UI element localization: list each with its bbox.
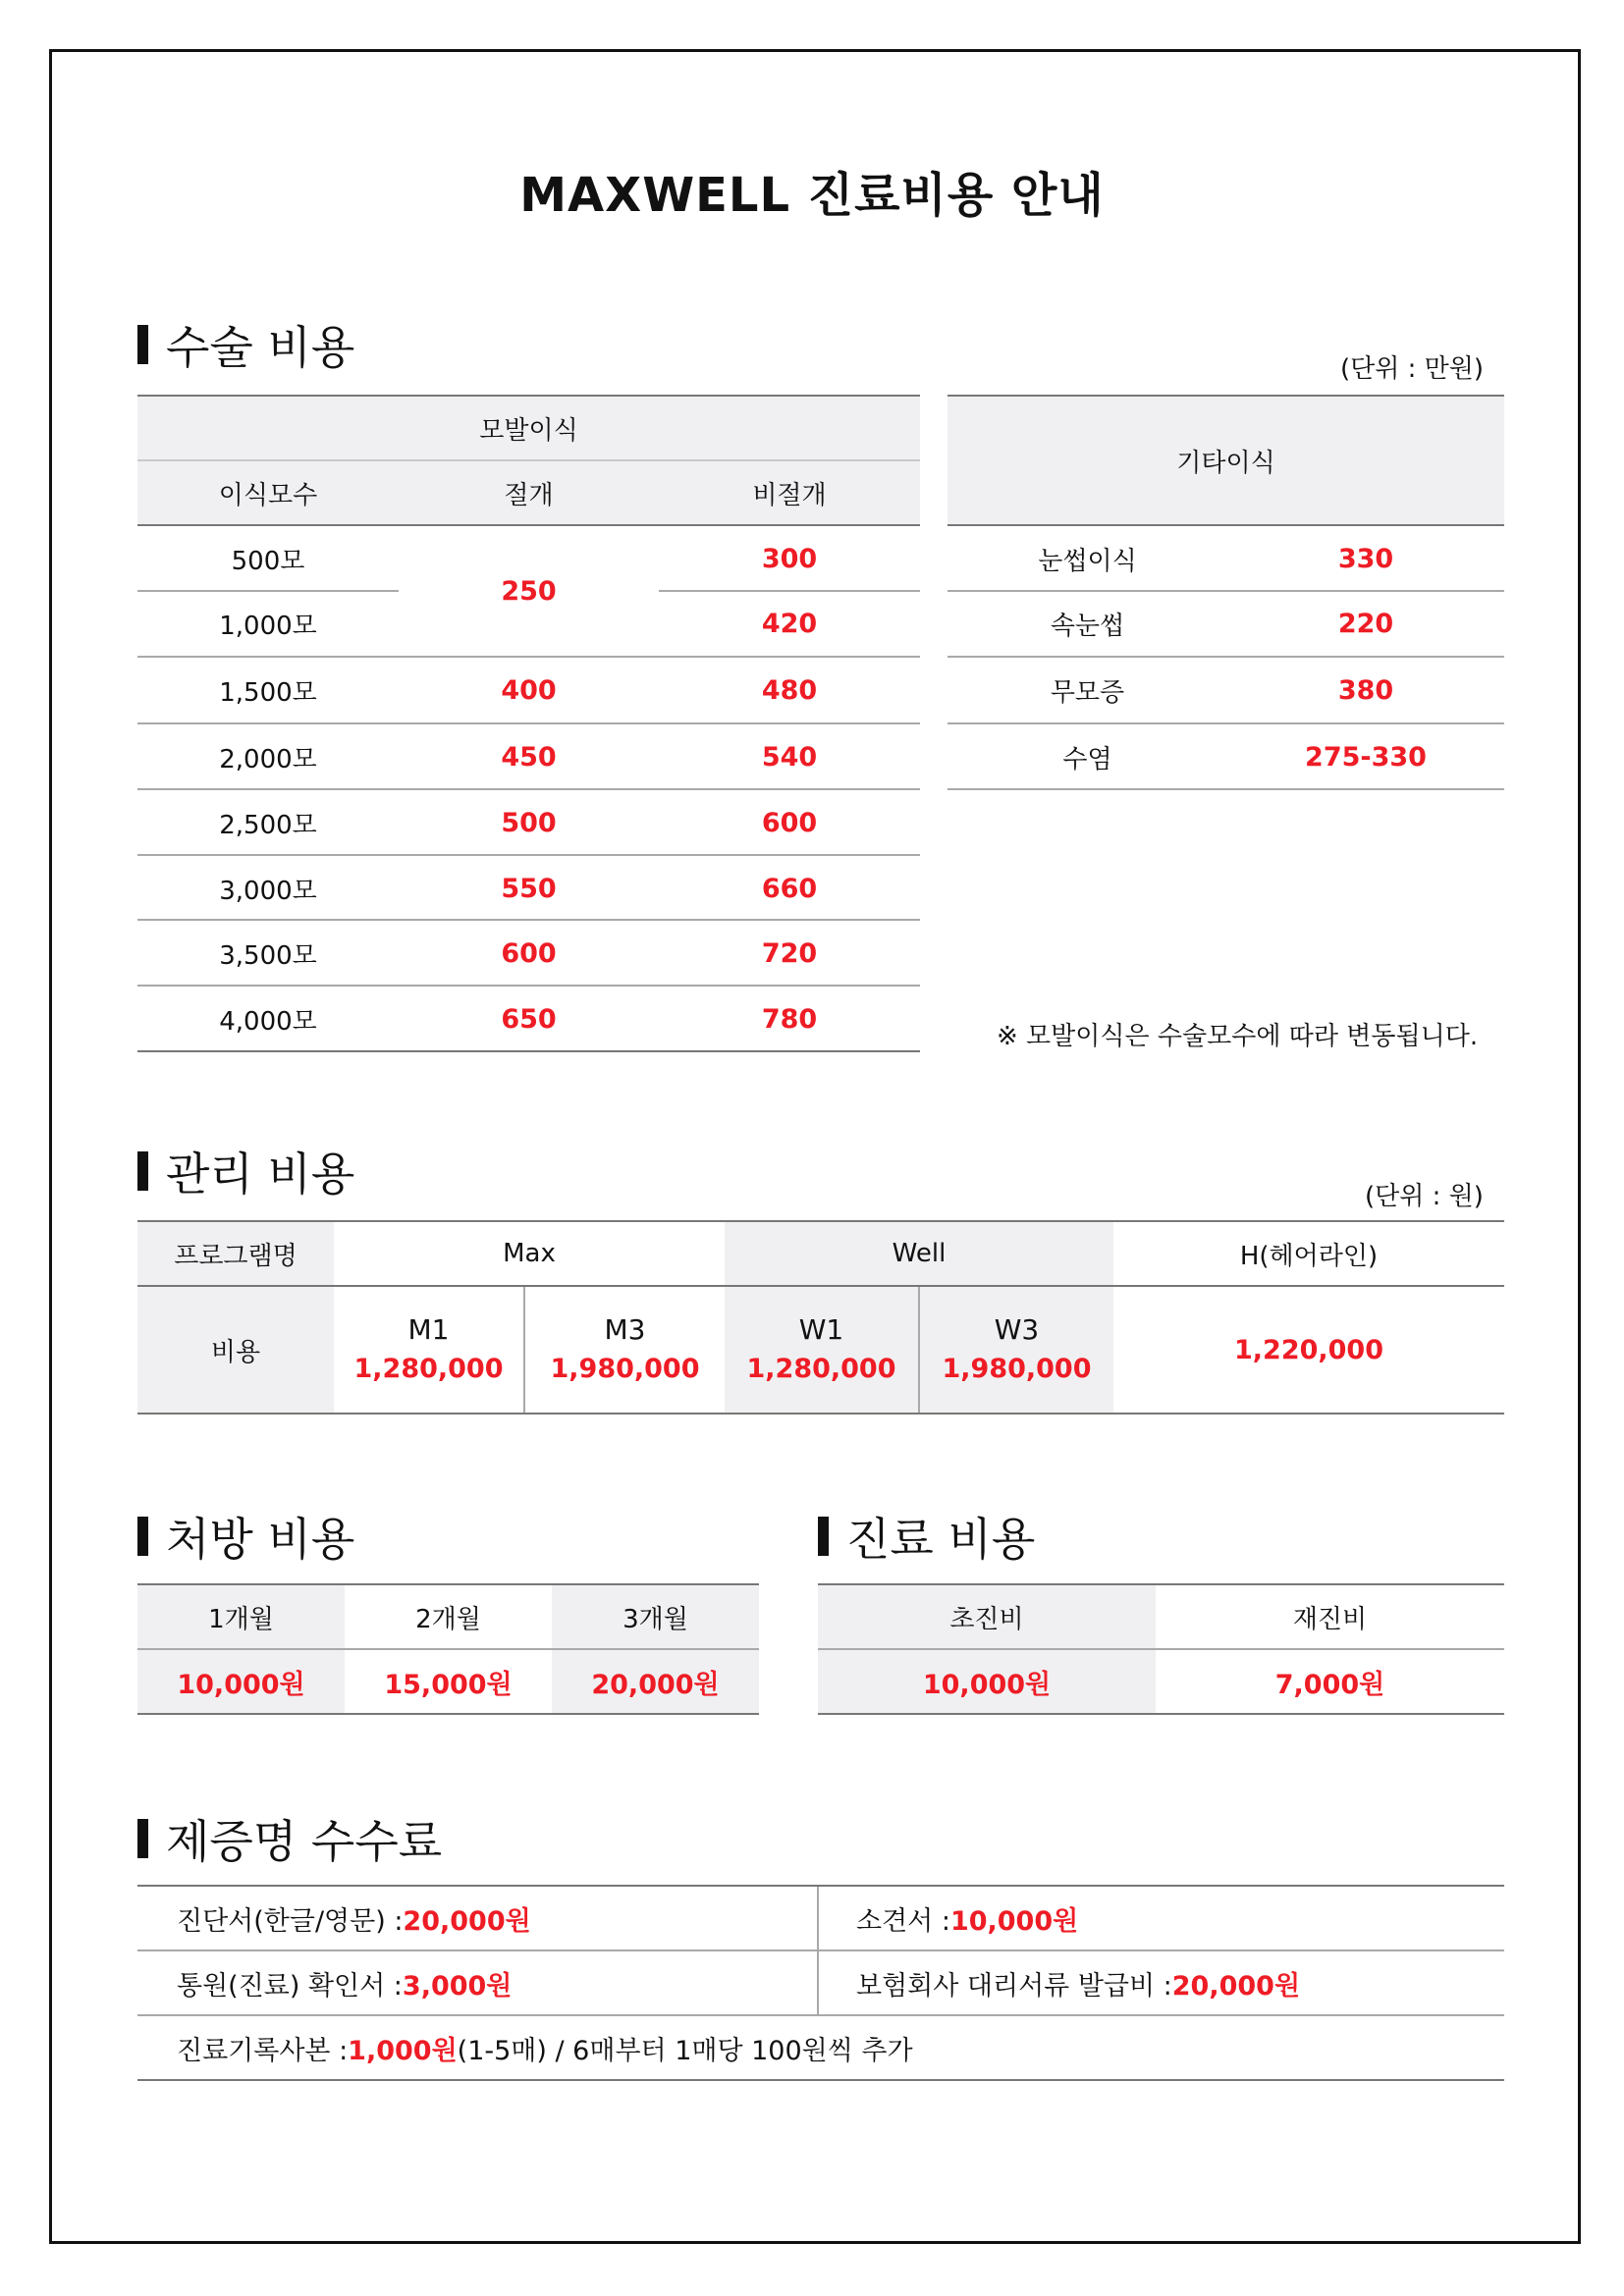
consult-col: 초진비 (818, 1585, 1156, 1648)
hair-row-count: 1,500모 (219, 677, 317, 708)
cost-label: 비용 (137, 1287, 334, 1413)
cert-opinion-label: 소견서 : (856, 1905, 950, 1937)
hair-row-noncut-price: 540 (761, 741, 818, 773)
other-transplant-header: 기타이식 (947, 397, 1504, 524)
heading-bar (137, 1517, 148, 1556)
cert-opinion-price: 10,000원 (949, 1905, 1079, 1937)
other-row-price: 330 (1337, 543, 1394, 574)
cert-visit-price: 3,000원 (402, 1970, 513, 2002)
cert-visit (177, 1951, 512, 2014)
cert-diagnosis-price: 20,000원 (403, 1905, 531, 1937)
hair-row-count: 500모 (231, 546, 305, 576)
consult-col: 재진비 (1292, 1604, 1368, 1634)
consult-price: 10,000원 (818, 1650, 1156, 1713)
w1-price: 1,280,000 (746, 1354, 896, 1384)
cert-record-price: 1,000원 (348, 2035, 458, 2066)
hair-row-noncut-price: 300 (761, 543, 818, 574)
other-row-name: 무모증 (1050, 677, 1125, 708)
prescription-col: 3개월 (552, 1585, 759, 1648)
other-row-price: 275-330 (1305, 741, 1427, 773)
other-row-price: 220 (1337, 609, 1394, 639)
consult-heading (818, 1504, 1035, 1569)
surgery-note: ※ 모발이식은 수술모수에 따라 변동됩니다. (997, 1022, 1479, 1051)
cost-hairline: 1,220,000 (1233, 1334, 1384, 1365)
w3-price: 1,980,000 (942, 1354, 1092, 1384)
cost-w3 (920, 1287, 1113, 1413)
hair-row-cut-price: 550 (501, 873, 557, 904)
cost-m1 (334, 1287, 523, 1413)
other-row-name: 눈썹이식 (1038, 546, 1137, 576)
m3-label: M3 (604, 1313, 646, 1346)
m1-price: 1,280,000 (353, 1354, 504, 1384)
cert-record-label: 진료기록사본 : (177, 2035, 349, 2066)
heading-bar (137, 325, 148, 364)
consult-heading-text: 진료 비용 (846, 1513, 1036, 1566)
care-heading (137, 1139, 354, 1203)
heading-bar (818, 1517, 829, 1556)
hair-row-cut-price: 400 (501, 674, 557, 706)
cert-opinion (856, 1887, 1078, 1949)
surgery-heading (137, 312, 354, 377)
prescription-heading (137, 1504, 354, 1569)
hair-row-cut-price: 500 (501, 807, 557, 838)
hair-row-noncut-price: 660 (761, 873, 818, 904)
hair-row-cut-price: 450 (501, 741, 557, 773)
col-count-header: 이식모수 (137, 461, 399, 524)
hair-row-count: 2,000모 (219, 744, 317, 774)
m3-price: 1,980,000 (550, 1354, 700, 1384)
hair-row-noncut-price: 420 (761, 609, 818, 639)
cert-insurance (856, 1951, 1300, 2014)
hair-row-cut-price: 600 (501, 937, 557, 969)
cert-insurance-price: 20,000원 (1171, 1970, 1301, 2002)
hair-row-noncut-price: 780 (761, 1003, 818, 1035)
prescription-price: 15,000원 (384, 1669, 513, 1700)
heading-bar (137, 1151, 148, 1191)
hair-row-noncut-price: 600 (761, 807, 818, 838)
other-row-name: 수염 (1062, 744, 1112, 774)
heading-bar (137, 1819, 148, 1858)
cert-diagnosis-label: 진단서(한글/영문) : (177, 1905, 404, 1937)
hair-merged-cut-price: 250 (501, 575, 557, 607)
prescription-col: 1개월 (137, 1585, 345, 1648)
document-title: MAXWELL 진료비용 안내 (519, 168, 1105, 223)
program-well: Well (725, 1222, 1113, 1285)
hair-row-count: 3,500모 (219, 940, 317, 971)
hair-row-count: 1,000모 (219, 612, 317, 641)
hair-row-noncut-price: 480 (761, 674, 818, 706)
prescription-col: 2개월 (415, 1604, 481, 1634)
hair-row-count: 4,000모 (219, 1006, 317, 1037)
care-unit: (단위 : 원) (1365, 1182, 1484, 1211)
col-noncut-header: 비절개 (659, 461, 920, 524)
hair-row-cut-price: 650 (501, 1003, 557, 1035)
program-hairline: H(헤어라인) (1239, 1241, 1379, 1271)
prescription-heading-text: 처방 비용 (166, 1513, 355, 1566)
cert-diagnosis (177, 1887, 531, 1949)
cert-insurance-label: 보험회사 대리서류 발급비 : (856, 1970, 1172, 2002)
cert-record-suffix: (1-5매) / 6매부터 1매당 100원씩 추가 (457, 2035, 913, 2066)
care-heading-text: 관리 비용 (166, 1148, 355, 1201)
cost-w1 (725, 1287, 918, 1413)
certificate-heading-text: 제증명 수수료 (166, 1815, 443, 1868)
certificate-heading (137, 1806, 442, 1871)
other-row-price: 380 (1337, 674, 1394, 706)
surgery-unit: (단위 : 만원) (1340, 354, 1485, 384)
w1-label: W1 (798, 1313, 844, 1346)
hair-transplant-header: 모발이식 (137, 397, 920, 459)
cert-record (177, 2016, 913, 2079)
cost-m3 (525, 1287, 725, 1413)
surgery-heading-text: 수술 비용 (166, 321, 355, 374)
m1-label: M1 (407, 1313, 450, 1346)
other-row-name: 속눈썹 (1050, 612, 1125, 641)
hair-row-count: 2,500모 (219, 810, 317, 840)
hair-row-count: 3,000모 (219, 876, 317, 906)
hair-row-noncut-price: 720 (761, 937, 818, 969)
program-label: 프로그램명 (137, 1222, 334, 1285)
w3-label: W3 (994, 1313, 1040, 1346)
prescription-price: 20,000원 (552, 1650, 759, 1713)
col-cut-header: 절개 (399, 461, 659, 524)
prescription-price: 10,000원 (137, 1650, 345, 1713)
cert-visit-label: 통원(진료) 확인서 : (177, 1970, 403, 2002)
program-max: Max (503, 1239, 556, 1268)
consult-price: 7,000원 (1274, 1669, 1385, 1700)
